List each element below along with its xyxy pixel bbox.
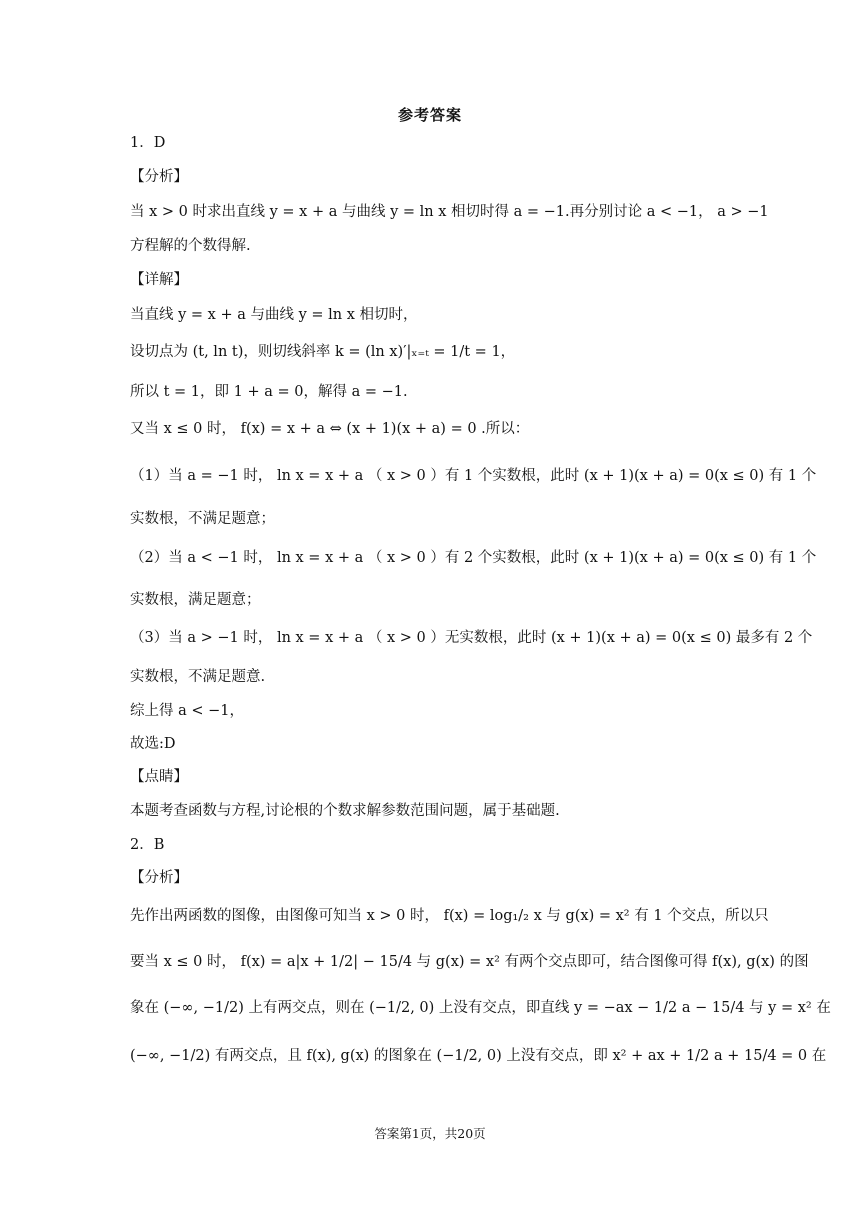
detail-line-1: 当直线 y = x + a 与曲线 y = ln x 相切时， xyxy=(130,307,418,323)
conclusion-line: 综上得 a < −1， xyxy=(130,703,244,719)
comment-text: 本题考查函数与方程,讨论根的个数求解参数范围问题，属于基础题. xyxy=(130,803,560,819)
detail-label-1: 【详解】 xyxy=(130,272,188,288)
case-3-line-2: 实数根，不满足题意. xyxy=(130,669,266,685)
page-footer: 答案第1页，共20页 xyxy=(374,1126,486,1141)
page-title: 参考答案 xyxy=(397,106,462,124)
analysis-text-1: 当 x > 0 时求出直线 y = x + a 与曲线 y = ln x 相切时得 a = −1.再分别讨论 a < −1， a > −1 xyxy=(130,204,769,220)
comment-label: 【点睛】 xyxy=(130,769,188,785)
case-1-line-1: （1）当 a = −1 时， ln x = x + a （ x > 0 ）有 1 个实数根，此时 (x + 1)(x + a) = 0(x ≤ 0) 有 1 个 xyxy=(130,468,817,484)
answer-1-heading: 1．D xyxy=(130,135,166,151)
case-1-line-2: 实数根，不满足题意； xyxy=(130,511,275,527)
detail-line-4: 又当 x ≤ 0 时， f(x) = x + a ⇔ (x + 1)(x + a) = 0 .所以： xyxy=(130,421,530,437)
case-2-line-1: （2）当 a < −1 时， ln x = x + a （ x > 0 ）有 2 个实数根，此时 (x + 1)(x + a) = 0(x ≤ 0) 有 1 个 xyxy=(130,550,817,566)
analysis-label-2: 【分析】 xyxy=(130,870,188,886)
analysis-2-line-1: 先作出两函数的图像，由图像可知当 x > 0 时， f(x) = log₁/₂ x 与 g(x) = x² 有 1 个交点，所以只 xyxy=(130,908,769,924)
answer-2-heading: 2．B xyxy=(130,837,165,853)
analysis-text-2: 方程解的个数得解. xyxy=(130,238,251,254)
case-3-line-1: （3）当 a > −1 时， ln x = x + a （ x > 0 ）无实数根，此时 (x + 1)(x + a) = 0(x ≤ 0) 最多有 2 个 xyxy=(130,630,813,646)
analysis-label-1: 【分析】 xyxy=(130,169,188,185)
detail-line-2: 设切点为 (t, ln t)，则切线斜率 k = (ln x)′|ₓ₌ₜ = 1/t = 1， xyxy=(130,344,516,360)
choice-line: 故选:D xyxy=(130,736,176,752)
analysis-2-line-2: 要当 x ≤ 0 时， f(x) = a|x + 1/2| − 15/4 与 g(x) = x² 有两个交点即可，结合图像可得 f(x), g(x) 的图 xyxy=(130,954,809,970)
detail-line-3: 所以 t = 1，即 1 + a = 0，解得 a = −1. xyxy=(130,384,408,400)
analysis-2-line-4: (−∞, −1/2) 有两交点，且 f(x), g(x) 的图象在 (−1/2, 0) 上没有交点，即 x² + ax + 1/2 a + 15/4 = 0 在 xyxy=(130,1048,827,1064)
case-2-line-2: 实数根，满足题意； xyxy=(130,592,261,608)
analysis-2-line-3: 象在 (−∞, −1/2) 上有两交点，则在 (−1/2, 0) 上没有交点，即直线 y = −ax − 1/2 a − 15/4 与 y = x² 在 xyxy=(130,1000,831,1016)
